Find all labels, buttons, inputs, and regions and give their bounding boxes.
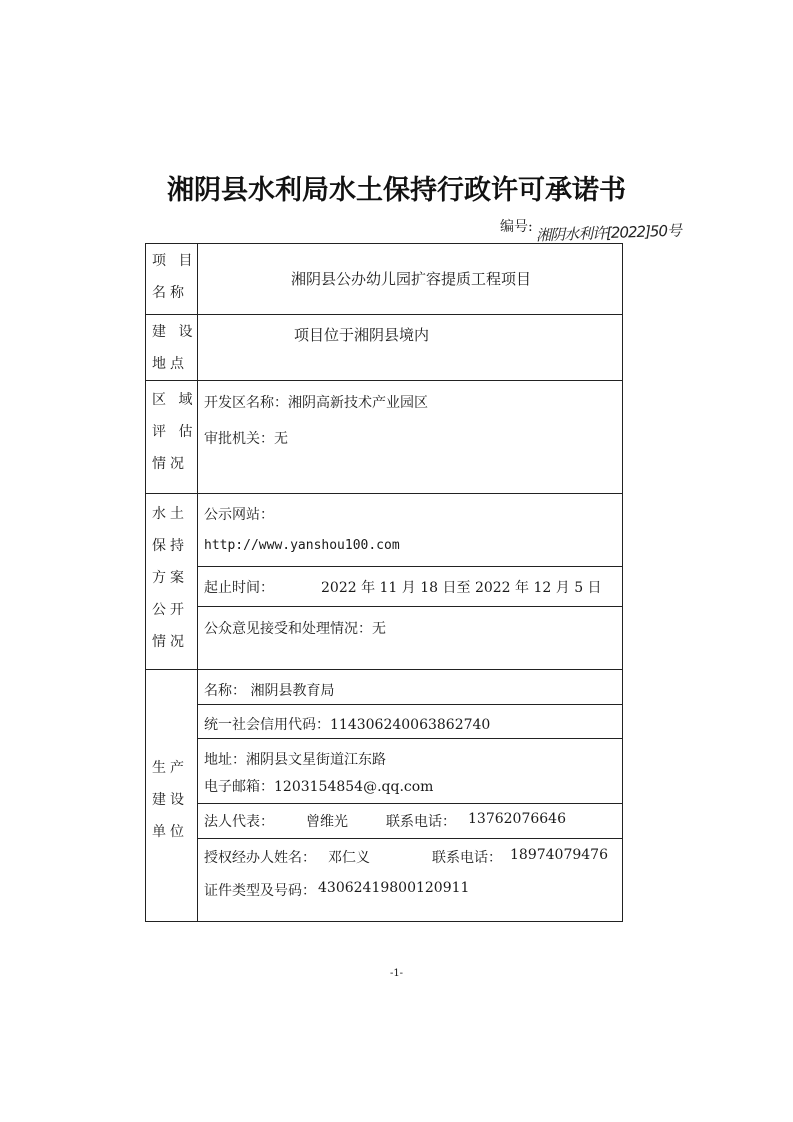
legal-rep-phone: 13762076646 bbox=[468, 811, 566, 827]
cell-divider bbox=[197, 566, 622, 567]
row-divider bbox=[146, 493, 622, 494]
period-value: 2022 年 11 月 18 日至 2022 年 12 月 5 日 bbox=[321, 580, 602, 596]
period-label: 起止时间： bbox=[204, 580, 274, 596]
cell-divider bbox=[197, 738, 622, 739]
agent-phone: 18974079476 bbox=[510, 847, 608, 863]
cell-divider bbox=[197, 704, 622, 705]
agent-name: 邓仁义 bbox=[328, 850, 370, 866]
page-number: -1- bbox=[389, 968, 404, 979]
website-url: http://www.yanshou100.com bbox=[204, 538, 400, 553]
row-divider bbox=[146, 314, 622, 315]
unit-email: 电子邮箱：1203154854@.qq.com bbox=[204, 779, 434, 795]
label-regional: 区 域 评 估 情况 bbox=[152, 392, 197, 472]
cell-divider bbox=[197, 838, 622, 839]
public-feedback: 公众意见接受和处理情况：无 bbox=[204, 621, 386, 637]
document-number bbox=[500, 216, 740, 246]
label-location: 建 设 地点 bbox=[152, 324, 197, 372]
row-divider bbox=[146, 669, 622, 670]
number-label: 编号: bbox=[500, 219, 533, 235]
document-title: 湘阴县水利局水土保持行政许可承诺书 bbox=[167, 175, 626, 206]
commitment-table bbox=[145, 243, 623, 922]
cell-divider bbox=[197, 803, 622, 804]
website-label: 公示网站： bbox=[204, 507, 274, 523]
label-unit: 生产 建设 单位 bbox=[152, 760, 188, 840]
location-value: 项目位于湘阴县境内 bbox=[294, 326, 430, 344]
handwritten-number: 湘阴水利许[2022]50号 bbox=[535, 221, 682, 245]
legal-rep-name: 曾维光 bbox=[306, 814, 348, 830]
column-divider bbox=[197, 244, 198, 921]
label-disclosure: 水土 保持 方案 公开 情况 bbox=[152, 506, 188, 650]
legal-rep-label: 法人代表： bbox=[204, 814, 274, 830]
row-divider bbox=[146, 380, 622, 381]
unit-name: 名称： 湘阴县教育局 bbox=[204, 683, 335, 699]
approval-authority: 审批机关：无 bbox=[204, 431, 288, 447]
id-value: 43062419800120911 bbox=[318, 880, 470, 896]
zone-name: 开发区名称：湘阴高新技术产业园区 bbox=[204, 395, 428, 411]
agent-label: 授权经办人姓名： bbox=[204, 850, 316, 866]
label-project-name: 项 目 名称 bbox=[152, 253, 197, 301]
legal-rep-phone-label: 联系电话： bbox=[386, 814, 456, 830]
credit-code: 统一社会信用代码：114306240063862740 bbox=[204, 717, 491, 733]
unit-address: 地址：湘阴县文星街道江东路 bbox=[204, 752, 386, 768]
id-label: 证件类型及号码： bbox=[204, 883, 316, 899]
project-name-value: 湘阴县公办幼儿园扩容提质工程项目 bbox=[291, 270, 532, 288]
cell-divider bbox=[197, 606, 622, 607]
agent-phone-label: 联系电话： bbox=[432, 850, 502, 866]
